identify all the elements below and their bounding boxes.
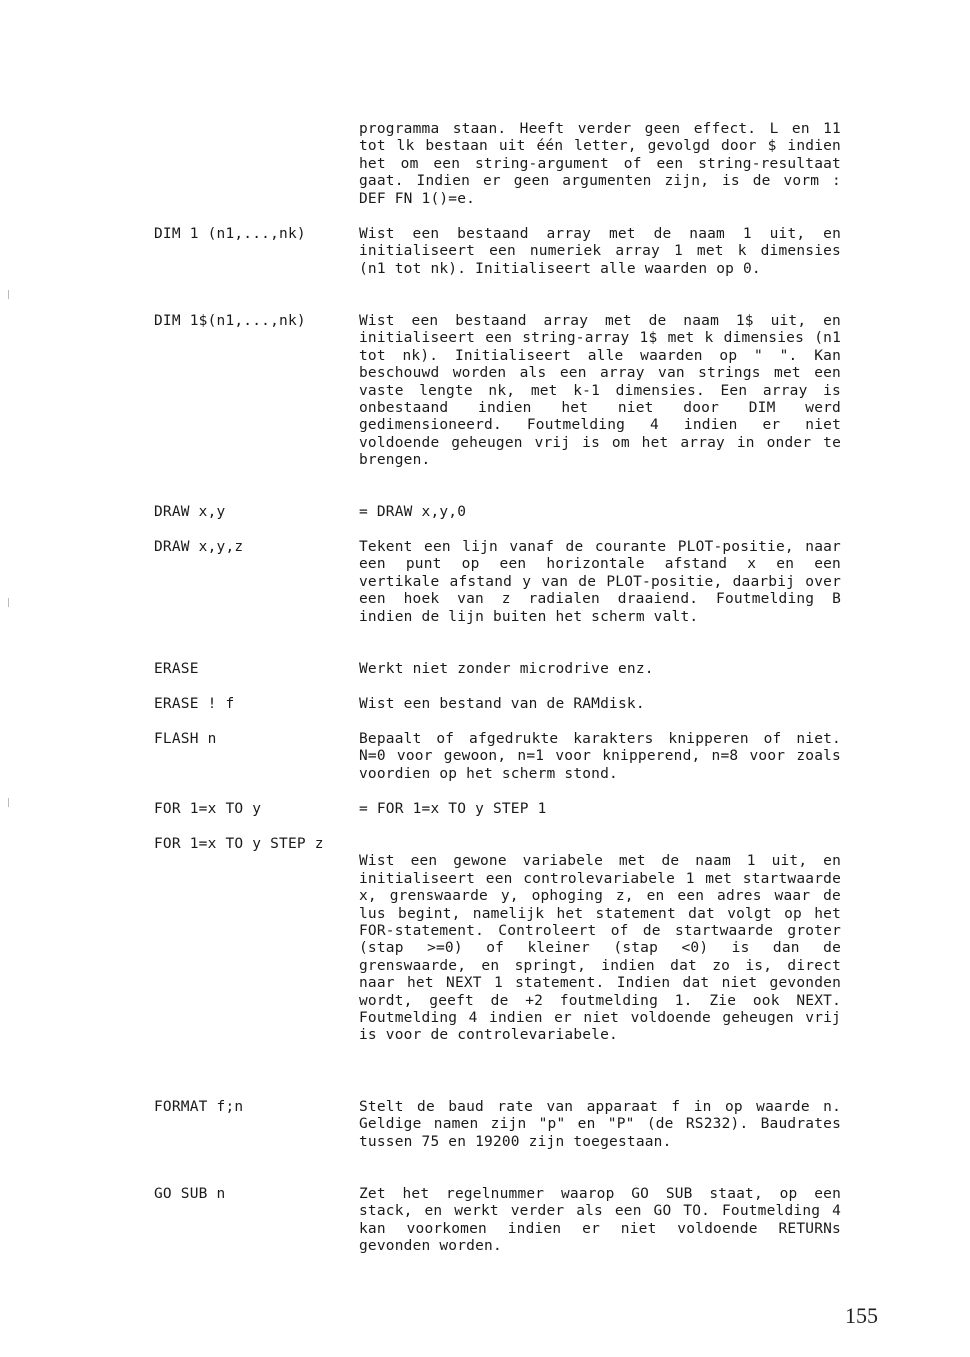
entry-draw-xyz xyxy=(154,539,844,626)
entry-description: = FOR 1=x TO y STEP 1 xyxy=(359,801,547,817)
entry-description: Wist een bestaand array met de naam 1 uit, en initialiseert een numeriek array 1 met k dimensies (n1 tot nk). Initialiseert alle waarden op 0. xyxy=(359,226,841,277)
entry-description: = DRAW x,y,0 xyxy=(359,504,467,520)
entry-erase-file xyxy=(154,696,844,713)
entry-for xyxy=(154,801,844,818)
entry-term: ERASE ! f xyxy=(154,696,235,712)
entry-description: Tekent een lijn vanaf de courante PLOT-positie, naar een punt op een horizontale afstand x en een vertikale afstand y van de PLOT-positie, daarbij over een hoek van z radialen draaiend. Foutmelding B indien de lijn buiten het scherm valt. xyxy=(359,539,841,625)
entry-description: Wist een bestand van de RAMdisk. xyxy=(359,696,645,712)
entry-term: FLASH n xyxy=(154,731,217,747)
entry-description: Bepaalt of afgedrukte karakters knipperen of niet. N=0 voor gewoon, n=1 voor knipperend, n=8 voor zoals voordien op het scherm stond. xyxy=(359,731,841,782)
entry-format xyxy=(154,1099,844,1151)
entry-term: GO SUB n xyxy=(154,1186,226,1202)
entry-description: Stelt de baud rate van apparaat f in op waarde n. Geldige namen zijn "p" en "P" (de RS232). Baudrates tussen 75 en 19200 zijn toegestaan. xyxy=(359,1099,841,1150)
entry-term: FOR 1=x TO y xyxy=(154,801,262,817)
entry-go-sub xyxy=(154,1186,844,1256)
entry-draw-xy xyxy=(154,504,844,521)
entry-term: DRAW x,y xyxy=(154,504,226,520)
intro-paragraph: programma staan. Heeft verder geen effect. L en 11 tot lk bestaan uit één letter, gevolgd door $ indien het om een string-argument of een string-resultaat gaat. Indien er geen argumenten zijn, is de vorm : DEF FN 1()=e. xyxy=(359,121,841,207)
entry-term: DIM 1 (n1,...,nk) xyxy=(154,226,306,242)
entry-term: DIM 1$(n1,...,nk) xyxy=(154,313,306,329)
entry-term: FOR 1=x TO y STEP z xyxy=(154,836,324,852)
entry-description: Zet het regelnummer waarop GO SUB staat, op een stack, en werkt verder als een GO TO. Foutmelding 4 kan voorkomen indien er niet voldoende RETURNs gevonden worden. xyxy=(359,1186,841,1255)
scan-margin-mark xyxy=(8,290,9,299)
entry-term: DRAW x,y,z xyxy=(154,539,244,555)
entry-description: Wist een bestaand array met de naam 1$ uit, en initialiseert een string-array 1$ met k dimensies (n1 tot nk). Initialiseert alle waarden op " ". Kan beschouwd worden als een array van strings met een vaste lengte nk, met k-1 dimensies. Een array is onbestaand indien het niet door DIM werd gedimensioneerd. Foutmelding 4 indien er niet voldoende geheugen vrij is om het array in onder te brengen. xyxy=(359,313,841,469)
scan-margin-mark xyxy=(8,798,9,807)
page-number: 155 xyxy=(845,1303,878,1328)
scan-margin-mark xyxy=(8,598,9,607)
entry-erase xyxy=(154,661,844,678)
entry-term: FORMAT f;n xyxy=(154,1099,244,1115)
entry-term: ERASE xyxy=(154,661,199,677)
entry-description: Wist een gewone variabele met de naam 1 uit, en initialiseert een controlevariabele 1 met startwaarde x, grenswaarde y, ophoging z, en een adres waar de lus begint, namelijk het statement dat volgt op het FOR-statement. Controleert of de startwaarde groter (stap >=0) of kleiner (stap <0) is dan de grenswaarde, en springt, indien dat zo is, direct naar het NEXT 1 statement. Indien dat niet gevonden wordt, geeft de +2 foutmelding 1. Zie ook NEXT. Foutmelding 4 indien er niet voldoende geheugen vrij is voor de controlevariabele. xyxy=(359,853,841,1044)
entry-dim-numeric xyxy=(154,226,844,278)
entry-description: Werkt niet zonder microdrive enz. xyxy=(359,661,654,677)
entry-dim-string xyxy=(154,313,844,470)
entry-flash xyxy=(154,731,844,783)
entry-for-step xyxy=(154,836,844,1045)
